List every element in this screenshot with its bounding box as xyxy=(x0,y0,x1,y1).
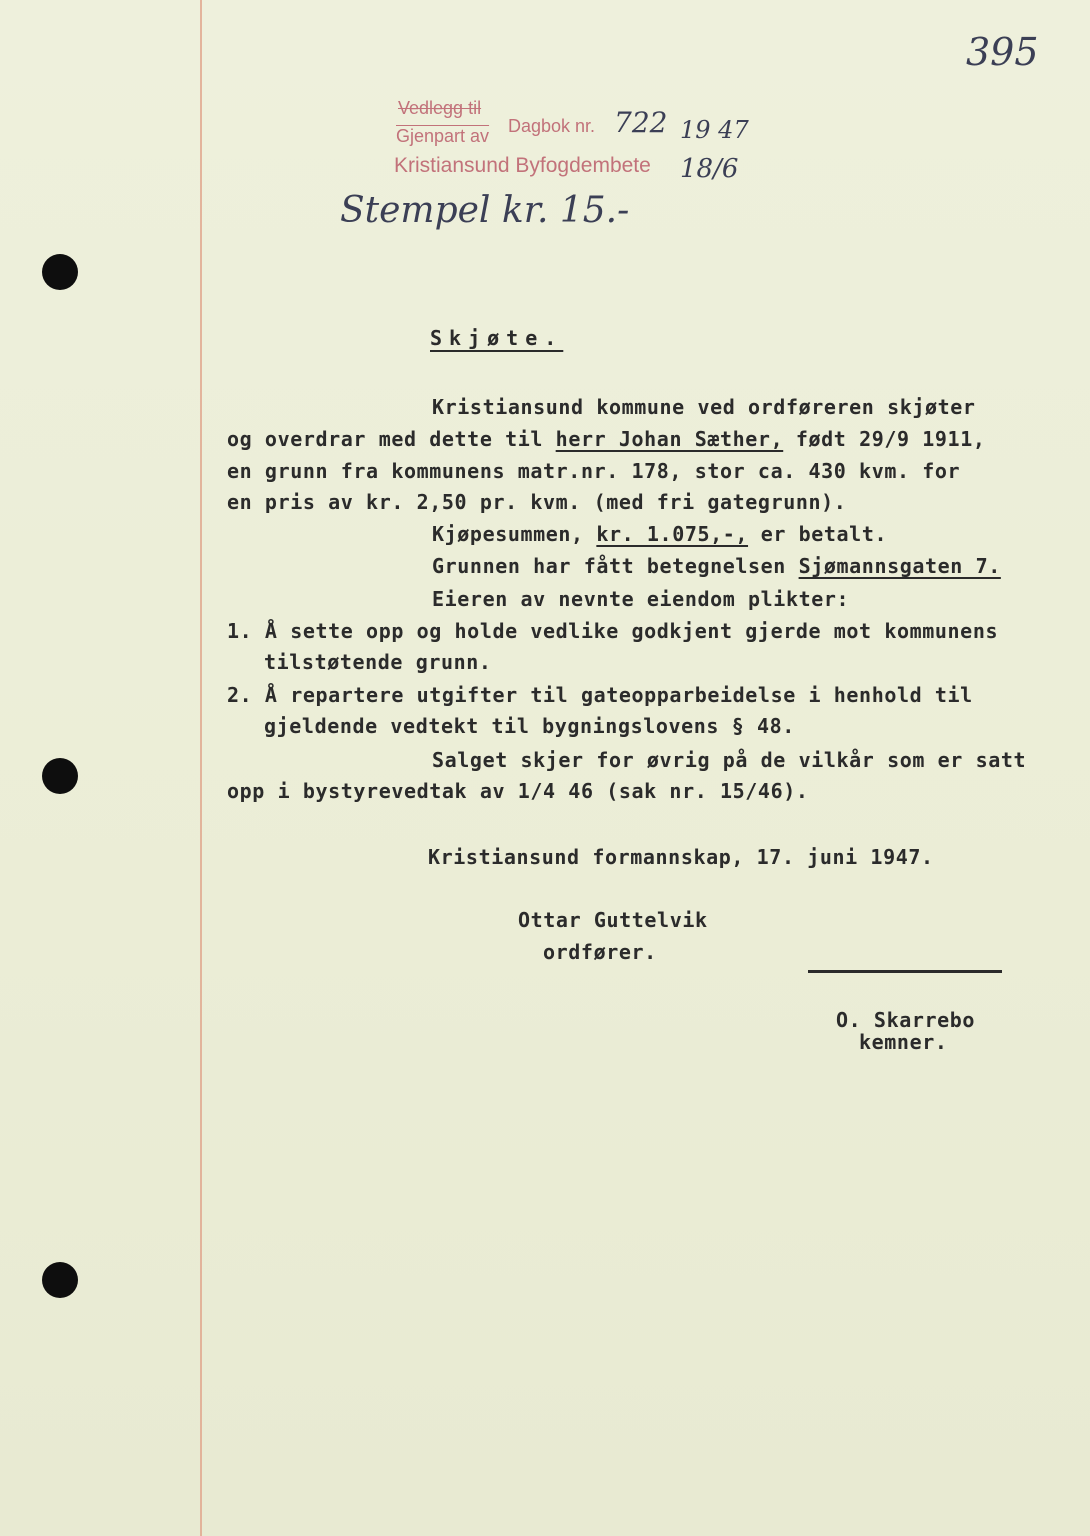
body-line xyxy=(227,427,985,451)
punch-hole xyxy=(42,758,78,794)
body-line: opp i bystyrevedtak av 1/4 46 (sak nr. 15/46). xyxy=(227,779,809,803)
body-line: Salget skjer for øvrig på de vilkår som er satt xyxy=(432,748,1027,772)
body-line: Eieren av nevnte eiendom plikter: xyxy=(432,587,850,611)
list-item: 1. Å sette opp og holde vedlike godkjent gjerde mot kommunens xyxy=(227,619,999,643)
text: Kjøpesummen, xyxy=(432,522,597,546)
signer1-name: Ottar Guttelvik xyxy=(518,908,708,932)
text: født 29/9 1911, xyxy=(783,427,986,451)
signer2-title: kemner. xyxy=(859,1030,948,1054)
body-line xyxy=(432,554,1001,578)
signer2-name: O. Skarrebo xyxy=(836,1008,976,1032)
body-line: en pris av kr. 2,50 pr. kvm. (med fri gategrunn). xyxy=(227,490,847,514)
property-address: Sjømannsgaten 7. xyxy=(798,554,1001,578)
text: er betalt. xyxy=(748,522,888,546)
stamp-date: 18/6 xyxy=(680,154,739,184)
stamp-office: Kristiansund Byfogdembete xyxy=(394,154,651,177)
text: og overdrar med dette til xyxy=(227,427,556,451)
document-title: Skjøte. xyxy=(430,326,564,350)
list-item-cont: gjeldende vedtekt til bygningslovens § 48. xyxy=(264,714,795,738)
list-item: 2. Å repartere utgifter til gateopparbeidelse i henhold til xyxy=(227,683,973,707)
stamp-vedlegg: Vedlegg til xyxy=(398,98,482,118)
margin-line xyxy=(200,0,202,1536)
dagbok-number: 722 xyxy=(614,106,668,139)
page-number: 395 xyxy=(966,30,1039,74)
text: Grunnen har fått betegnelsen xyxy=(432,554,799,578)
buyer-name: herr Johan Sæther, xyxy=(555,427,784,451)
purchase-amount: kr. 1.075,-, xyxy=(596,522,749,546)
place-date: Kristiansund formannskap, 17. juni 1947. xyxy=(428,845,934,869)
dagbok-year: 19 47 xyxy=(680,116,749,144)
body-line: en grunn fra kommunens matr.nr. 178, stor ca. 430 kvm. for xyxy=(227,459,961,483)
stamp-gjenpart: Gjenpart av xyxy=(396,126,490,146)
stamp-fee: Stempel kr. 15.- xyxy=(340,190,630,231)
punch-hole xyxy=(42,254,78,290)
signature-line xyxy=(808,970,1002,973)
body-line: Kristiansund kommune ved ordføreren skjøter xyxy=(432,395,976,419)
body-line xyxy=(432,522,887,546)
signer1-title: ordfører. xyxy=(543,940,657,964)
punch-hole xyxy=(42,1262,78,1298)
stamp-dagbok-label: Dagbok nr. xyxy=(508,116,596,136)
list-item-cont: tilstøtende grunn. xyxy=(264,650,492,674)
